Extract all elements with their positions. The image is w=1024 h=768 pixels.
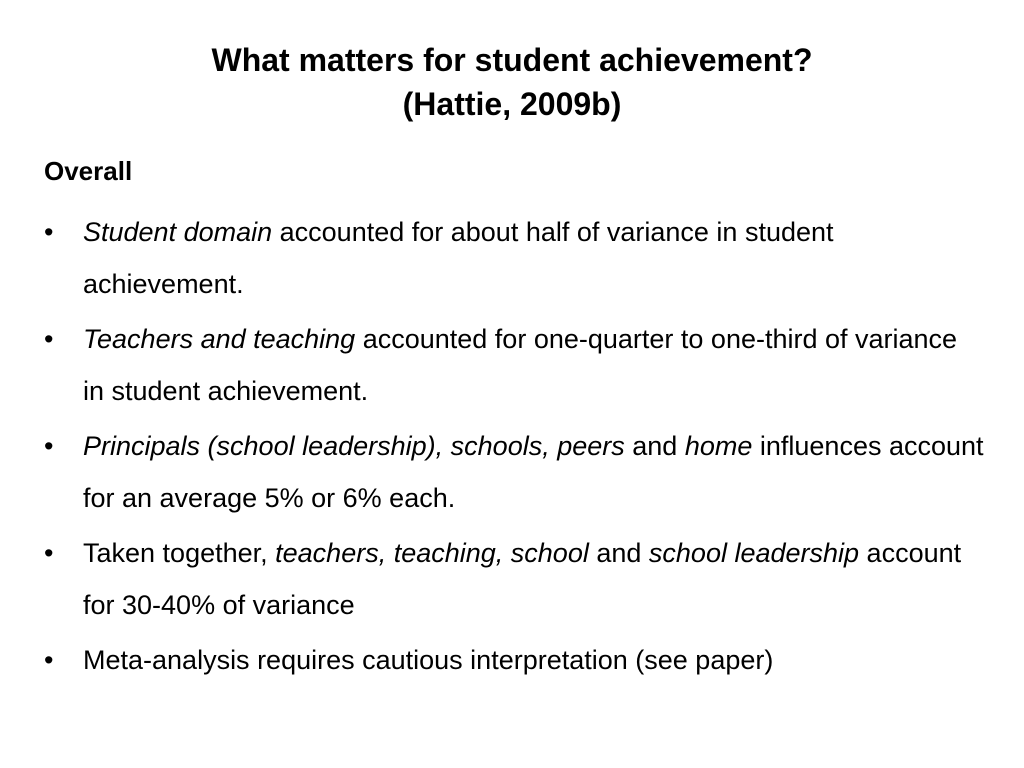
bullet-item	[44, 313, 984, 417]
bullet-marker: •	[44, 324, 54, 354]
bullet-text	[83, 431, 984, 513]
bullet-marker: •	[44, 645, 54, 675]
bullet-text-italic: Student domain	[83, 217, 273, 247]
bullet-text	[83, 538, 961, 620]
bullet-list	[44, 206, 984, 689]
bullet-text-plain: accounted for one-quarter to one-third of variance in student achievement.	[83, 324, 958, 406]
bullet-text-plain: influences account for an average 5% or 6% each.	[83, 431, 984, 513]
bullet-marker: •	[44, 538, 54, 568]
bullet-item	[44, 206, 984, 310]
bullet-text-plain: accounted for about half of variance in student achievement.	[83, 217, 834, 299]
bullet-text	[83, 217, 834, 299]
bullet-text-italic: Teachers and teaching	[83, 324, 356, 354]
bullet-text-plain: Taken together,	[83, 538, 276, 568]
bullet-text-italic: Principals (school leadership), schools, peers	[83, 431, 625, 461]
bullet-text-italic: home	[684, 431, 753, 461]
bullet-text-plain: and	[624, 431, 685, 461]
title-line-1: What matters for student achievement?	[211, 42, 813, 78]
bullet-text-italic: teachers, teaching, school	[275, 538, 589, 568]
bullet-marker: •	[44, 431, 54, 461]
bullet-marker: •	[44, 217, 54, 247]
bullet-text-plain: and	[588, 538, 649, 568]
bullet-text-plain: Meta-analysis requires cautious interpretation (see paper)	[83, 645, 774, 675]
bullet-item	[44, 527, 984, 631]
bullet-text-italic: school leadership	[648, 538, 860, 568]
title-line-2: (Hattie, 2009b)	[402, 86, 622, 122]
slide-title	[0, 38, 1024, 126]
bullet-item	[44, 420, 984, 524]
bullet-text	[83, 645, 773, 675]
bullet-item	[44, 634, 984, 686]
bullet-text	[83, 324, 957, 406]
bullet-text-plain: account for 30-40% of variance	[83, 538, 962, 620]
section-heading: Overall	[44, 156, 133, 186]
